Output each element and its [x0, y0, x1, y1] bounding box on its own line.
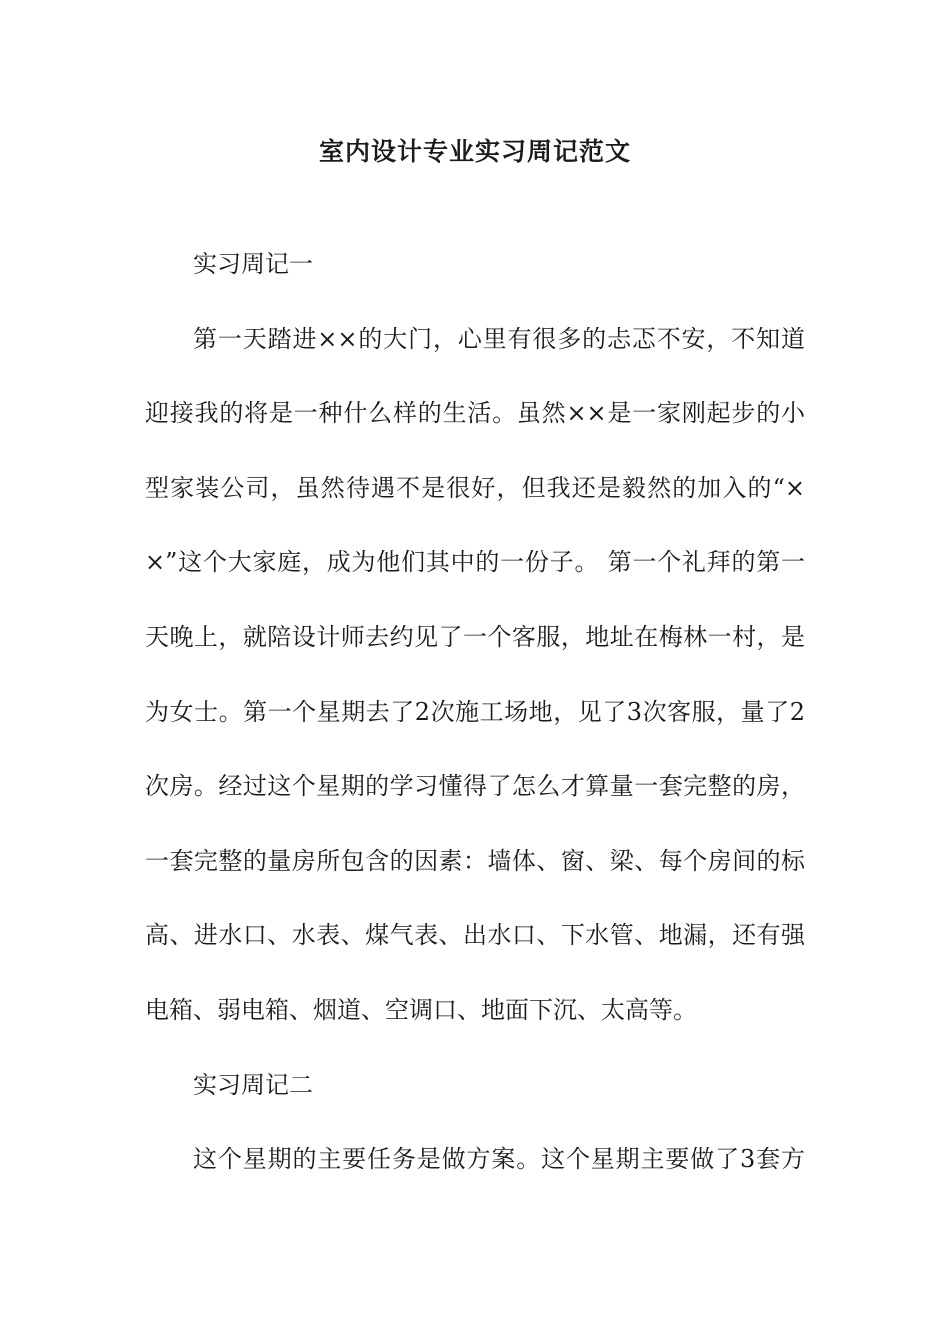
section-2 — [145, 1048, 805, 1197]
paragraph-line: 一套完整的量房所包含的因素：墙体、窗、梁、每个房间的标 — [145, 846, 805, 875]
paragraph-line: 这个星期的主要任务是做方案。这个星期主要做了3套方 — [193, 1145, 805, 1174]
paragraph-line: 为女士。第一个星期去了2次施工场地，见了3次客服，量了2 — [145, 697, 805, 726]
section-heading: 实习周记二 — [193, 1070, 313, 1099]
section-heading: 实习周记一 — [193, 250, 313, 278]
paragraph-line: 迎接我的将是一种什么样的生活。虽然××是一家刚起步的小 — [145, 399, 805, 428]
paragraph-line: ×”这个大家庭，成为他们其中的一份子。 第一个礼拜的第一 — [145, 548, 805, 577]
paragraph-line: 第一天踏进××的大门，心里有很多的忐忑不安，不知道 — [193, 324, 805, 353]
document-title: 室内设计专业实习周记范文 — [318, 137, 631, 166]
document-body — [145, 227, 805, 1197]
paragraph-line: 高、进水口、水表、煤气表、出水口、下水管、地漏，还有强 — [145, 921, 805, 950]
paragraph-line: 次房。经过这个星期的学习懂得了怎么才算量一套完整的房， — [145, 772, 805, 801]
section-1 — [145, 227, 805, 1048]
paragraph-line: 天晚上，就陪设计师去约见了一个客服，地址在梅林一村，是 — [145, 622, 805, 651]
paragraph-line: 电箱、弱电箱、烟道、空调口、地面下沉、太高等。 — [145, 995, 697, 1024]
paragraph-line: 型家装公司，虽然待遇不是很好，但我还是毅然的加入的“× — [145, 473, 805, 502]
